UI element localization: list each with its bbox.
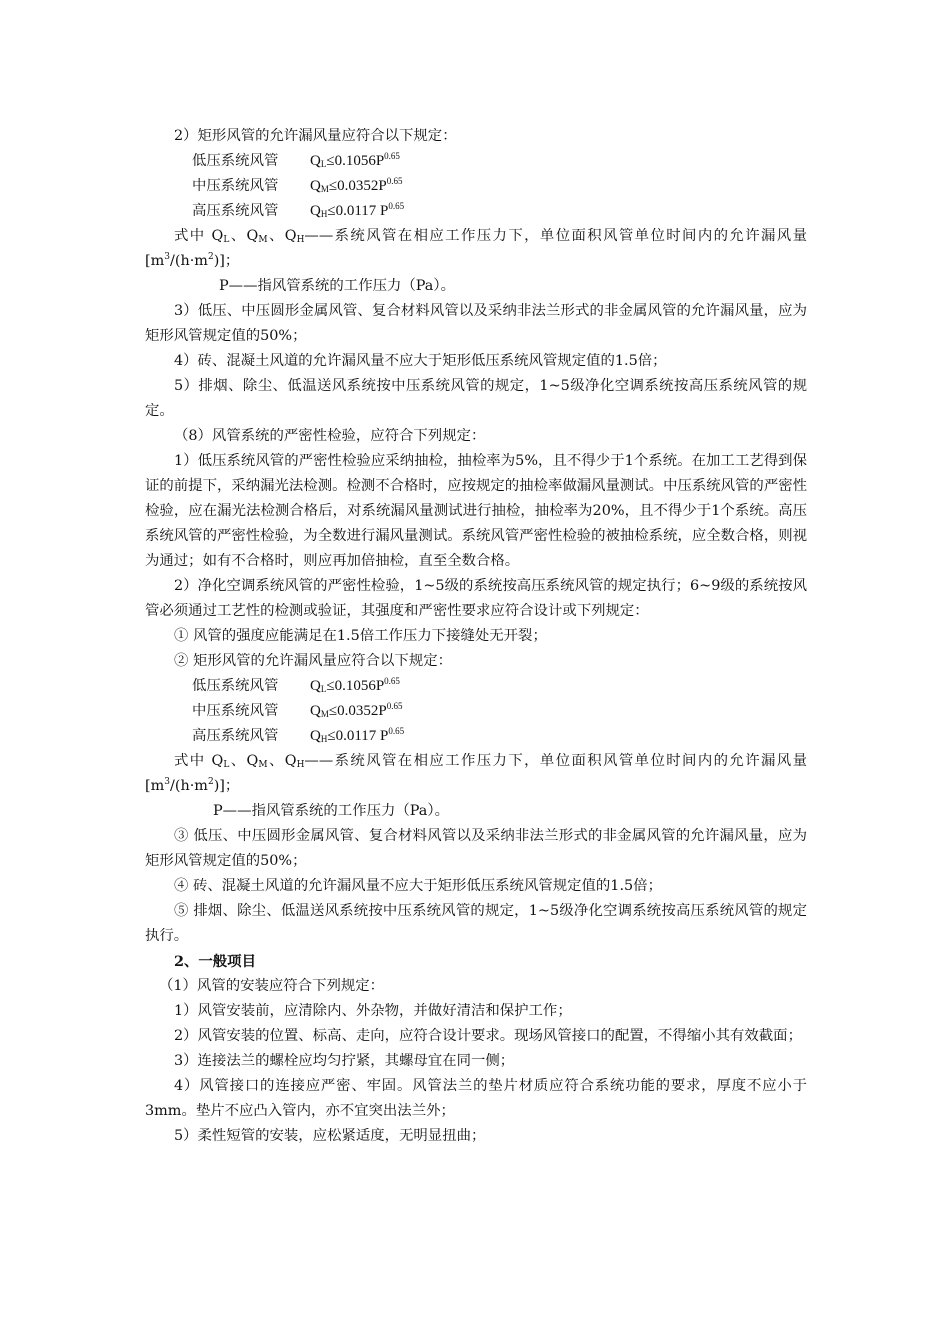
para-circled-3: ③ 低压、中压圆形金属风管、复合材料风管以及采纳非法兰形式的非金属风管的允许漏风量，应为矩形风管规定值的50%；: [145, 828, 807, 869]
para-p-definition: P——指风管系统的工作压力（Pa）。: [219, 278, 455, 294]
formula-label: 低压系统风管: [192, 153, 279, 169]
formula-label: 高压系统风管: [192, 203, 279, 219]
para-install-4: 4）风管接口的连接应严密、牢固。风管法兰的垫片材质应符合系统功能的要求，厚度不应小于3mm。垫片不应凸入管内，亦不宜突出法兰外；: [145, 1078, 807, 1119]
para-install-1: 1）风管安装前，应清除内、外杂物，并做好清洁和保护工作；: [174, 1003, 572, 1019]
para-rect-leak-rule: 2）矩形风管的允许漏风量应符合以下规定：: [174, 128, 457, 144]
para-low-pressure-test: 1）低压系统风管的严密性检验应采纳抽检，抽检率为5%，且不得少于1个系统。在加工工艺得到保证的前提下，采纳漏光法检测。检测不合格时，应按规定的抽检率做漏风量测试。中压系统风管的严密性检验，应在漏光法检测合格后，对系统漏风量测试进行抽检，抽检率为20%，且不得少于1个系统。高压系统风管的严密性检验，为全数进行漏风量测试。系统风管严密性检验的被抽检系统，应全数合格，则视为通过；如有不合格时，则应再加倍抽检，直至全数合格。: [145, 453, 807, 569]
formula-expression: $Q_H\le 0.0117$ $P^{0.65}$: [310, 726, 405, 744]
para-brick-duct: 4）砖、混凝土风道的允许漏风量不应大于矩形低压系统风管规定值的1.5倍；: [174, 353, 667, 369]
para-clean-room-test: 2）净化空调系统风管的严密性检验，1~5级的系统按高压系统风管的规定执行；6~9级的系统按风管必须通过工艺性的检测或验证，其强度和严密性要求应符合设计或下列规定：: [145, 578, 807, 619]
formula-expression: $Q_L\le 0.1056P^{0.65}$: [310, 151, 400, 169]
para-tightness-heading: （8）风管系统的严密性检验，应符合下列规定：: [174, 428, 486, 444]
formula-low-pressure: [145, 149, 807, 174]
para-circled-1: ① 风管的强度应能满足在1.5倍工作压力下接缝处无开裂；: [174, 628, 547, 644]
para-circled-5: ⑤ 排烟、除尘、低温送风系统按中压系统风管的规定，1~5级净化空调系统按高压系统风管的规定执行。: [145, 903, 807, 944]
section-heading-general-items: 2、一般项目: [174, 953, 256, 970]
para-circled-2: ② 矩形风管的允许漏风量应符合以下规定：: [174, 653, 452, 669]
para-install-3: 3）连接法兰的螺栓应均匀拧紧，其螺母宜在同一侧；: [174, 1053, 515, 1069]
formula-label: 低压系统风管: [192, 678, 279, 694]
formula-expression: $Q_H\le 0.0117$ $P^{0.65}$: [310, 201, 405, 219]
formula-mid-pressure-2: [145, 699, 807, 724]
para-circled-4: ④ 砖、混凝土风道的允许漏风量不应大于矩形低压系统风管规定值的1.5倍；: [174, 878, 662, 894]
para-definition: 式中 $Q_L$、$Q_M$、$Q_H——$系统风管在相应工作压力下，单位面积风管单位时间内的允许漏风量$[m^3/(h\cdot m^2)]$；: [145, 228, 807, 269]
para-p-definition-2: P——指风管系统的工作压力（Pa）。: [213, 803, 449, 819]
document-page: [145, 124, 807, 1149]
para-duct-install: （1）风管的安装应符合下列规定：: [159, 978, 385, 994]
formula-label: 高压系统风管: [192, 728, 279, 744]
para-round-duct: 3）低压、中压圆形金属风管、复合材料风管以及采纳非法兰形式的非金属风管的允许漏风量，应为矩形风管规定值的50%；: [145, 303, 807, 344]
formula-low-pressure-2: [145, 674, 807, 699]
para-install-2: 2）风管安装的位置、标高、走向，应符合设计要求。现场风管接口的配置，不得缩小其有效截面；: [174, 1028, 802, 1044]
formula-mid-pressure: [145, 174, 807, 199]
formula-expression: $Q_L\le 0.1056P^{0.65}$: [310, 676, 400, 694]
formula-label: 中压系统风管: [192, 703, 279, 719]
para-definition-2: 式中 $Q_L$、$Q_M$、$Q_H——$系统风管在相应工作压力下，单位面积风管单位时间内的允许漏风量$[m^3/(h\cdot m^2)]$；: [145, 753, 807, 794]
formula-label: 中压系统风管: [192, 178, 279, 194]
formula-high-pressure: [145, 199, 807, 224]
para-install-5: 5）柔性短管的安装，应松紧适度，无明显扭曲；: [174, 1128, 486, 1144]
para-smoke-exhaust: 5）排烟、除尘、低温送风系统按中压系统风管的规定，1~5级净化空调系统按高压系统风管的规定。: [145, 378, 807, 419]
formula-expression: $Q_M\le 0.0352P^{0.65}$: [310, 176, 403, 194]
formula-expression: $Q_M\le 0.0352P^{0.65}$: [310, 701, 403, 719]
formula-high-pressure-2: [145, 724, 807, 749]
